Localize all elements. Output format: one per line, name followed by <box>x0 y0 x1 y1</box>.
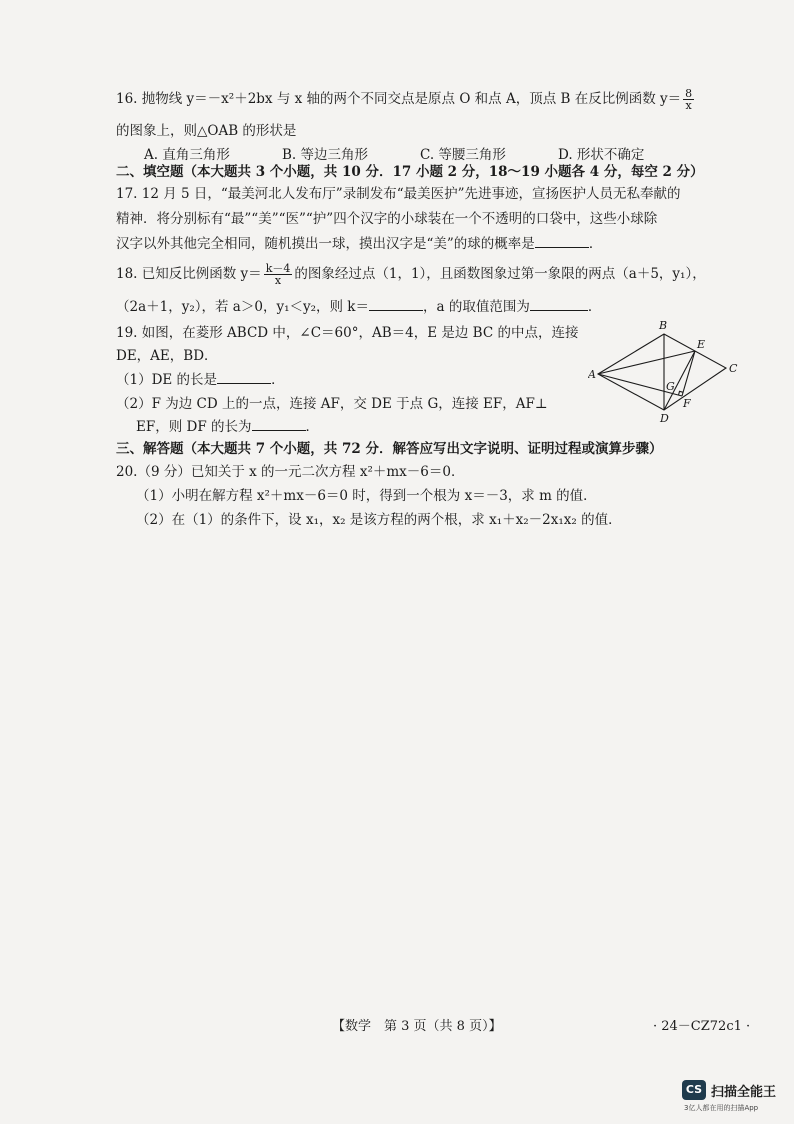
q19-part2-end: ． <box>305 419 319 435</box>
q19-part1-blank <box>217 371 271 384</box>
q17-line3 <box>116 235 602 253</box>
q20-line3: （2）在（1）的条件下，设 x₁，x₂ 是该方程的两个根，求 x₁＋x₂－2x₁x₂ 的值． <box>136 512 622 528</box>
q16-line1 <box>116 88 696 111</box>
q19-part1-text: （1）DE 的长是 <box>116 372 218 388</box>
label-f: F <box>683 397 691 410</box>
section3-title: 三、解答题（本大题共 7 个小题，共 72 分．解答应写出文字说明、证明过程或演算步骤） <box>116 441 663 457</box>
segment-ef <box>682 351 695 396</box>
q19-part2-text: EF，则 DF 的长为 <box>136 419 252 435</box>
q17-end: ． <box>588 236 603 252</box>
q18-fraction <box>264 263 293 286</box>
q16-option-a: A. 直角三角形 <box>144 147 230 163</box>
q18-k-blank <box>369 298 423 311</box>
q18-text-c: （2a＋1，y₂），若 a＞0，y₁＜y₂，则 k＝ <box>116 299 369 315</box>
q16-frac-den: x <box>685 99 692 112</box>
q17-line1: 17. 12 月 5 日，“最美河北人发布厅”录制发布“最美医护”先进事迹，宣扬医护人员无私奉献的 <box>116 186 681 202</box>
q18-end: ． <box>587 299 602 315</box>
q16-text: 16. 抛物线 y＝－x²＋2bx 与 x 轴的两个不同交点是原点 O 和点 A，顶点 B 在反比例函数 y＝ <box>116 91 682 107</box>
q18-text-d: ，a 的取值范围为 <box>423 299 530 315</box>
q18-line1 <box>116 263 706 286</box>
label-d: D <box>660 412 669 425</box>
q20-line2: （1）小明在解方程 x²＋mx－6＝0 时，得到一个根为 x＝－3，求 m 的值． <box>136 488 597 504</box>
scanner-app-name: 扫描全能王 <box>711 1084 777 1100</box>
q17-line2: 精神．将分别标有“最”“美”“医”“护”四个汉字的小球装在一个不透明的口袋中，这些小球除 <box>116 211 658 227</box>
label-a: A <box>588 368 596 381</box>
label-b: B <box>659 319 668 332</box>
page-number: 【数学 第 3 页（共 8 页）】 <box>332 1019 502 1034</box>
q17-answer-blank <box>535 235 589 248</box>
q18-frac-den: x <box>274 274 282 287</box>
q18-line2 <box>116 298 601 316</box>
q16-option-c: C. 等腰三角形 <box>420 147 506 163</box>
scanner-logo-icon: CS <box>682 1080 706 1100</box>
q16-fraction <box>683 88 694 111</box>
exam-code: · 24－CZ72c1 · <box>653 1019 751 1034</box>
rhombus-figure <box>588 318 744 426</box>
q16-option-d: D. 形状不确定 <box>558 147 645 163</box>
q19-line1: 19. 如图，在菱形 ABCD 中，∠C＝60°，AB＝4，E 是边 BC 的中点，连接 <box>116 325 579 341</box>
q18-frac-num: k－4 <box>265 262 291 275</box>
label-c: C <box>729 362 738 375</box>
q18-text-a: 18. 已知反比例函数 y＝ <box>116 266 262 282</box>
q19-part1-end: ． <box>271 372 285 388</box>
q20-line1: 20.（9 分）已知关于 x 的一元二次方程 x²＋mx－6＝0． <box>116 464 465 480</box>
section2-title: 二、填空题（本大题共 3 个小题，共 10 分．17 小题 2 分，18～19 小题各 4 分，每空 2 分） <box>116 164 704 180</box>
q17-text: 汉字以外其他完全相同，随机摸出一球，摸出汉字是“美”的球的概率是 <box>116 236 535 252</box>
label-e: E <box>697 338 706 351</box>
scanner-tagline: 3亿人都在用的扫描App <box>684 1104 759 1112</box>
q16-option-b: B. 等边三角形 <box>282 147 369 163</box>
scanner-logo <box>682 1080 776 1100</box>
q16-frac-num: 8 <box>685 87 693 100</box>
q19-part2-blank <box>252 418 306 431</box>
q18-a-range-blank <box>530 298 588 311</box>
label-g: G <box>666 380 675 393</box>
q18-text-b: 的图象经过点（1，1），且函数图象过第一象限的两点（a＋5，y₁）， <box>294 266 706 282</box>
q19-line4: （2）F 为边 CD 上的一点，连接 AF，交 DE 于点 G，连接 EF，AF⊥ <box>116 396 548 412</box>
q19-line2: DE，AE，BD． <box>116 348 218 364</box>
rhombus-abcd <box>598 334 726 410</box>
segment-ae <box>598 351 695 374</box>
q19-line5 <box>136 418 319 436</box>
q16-line2: 的图象上，则△OAB 的形状是 <box>116 123 297 139</box>
q19-line3 <box>116 371 285 389</box>
